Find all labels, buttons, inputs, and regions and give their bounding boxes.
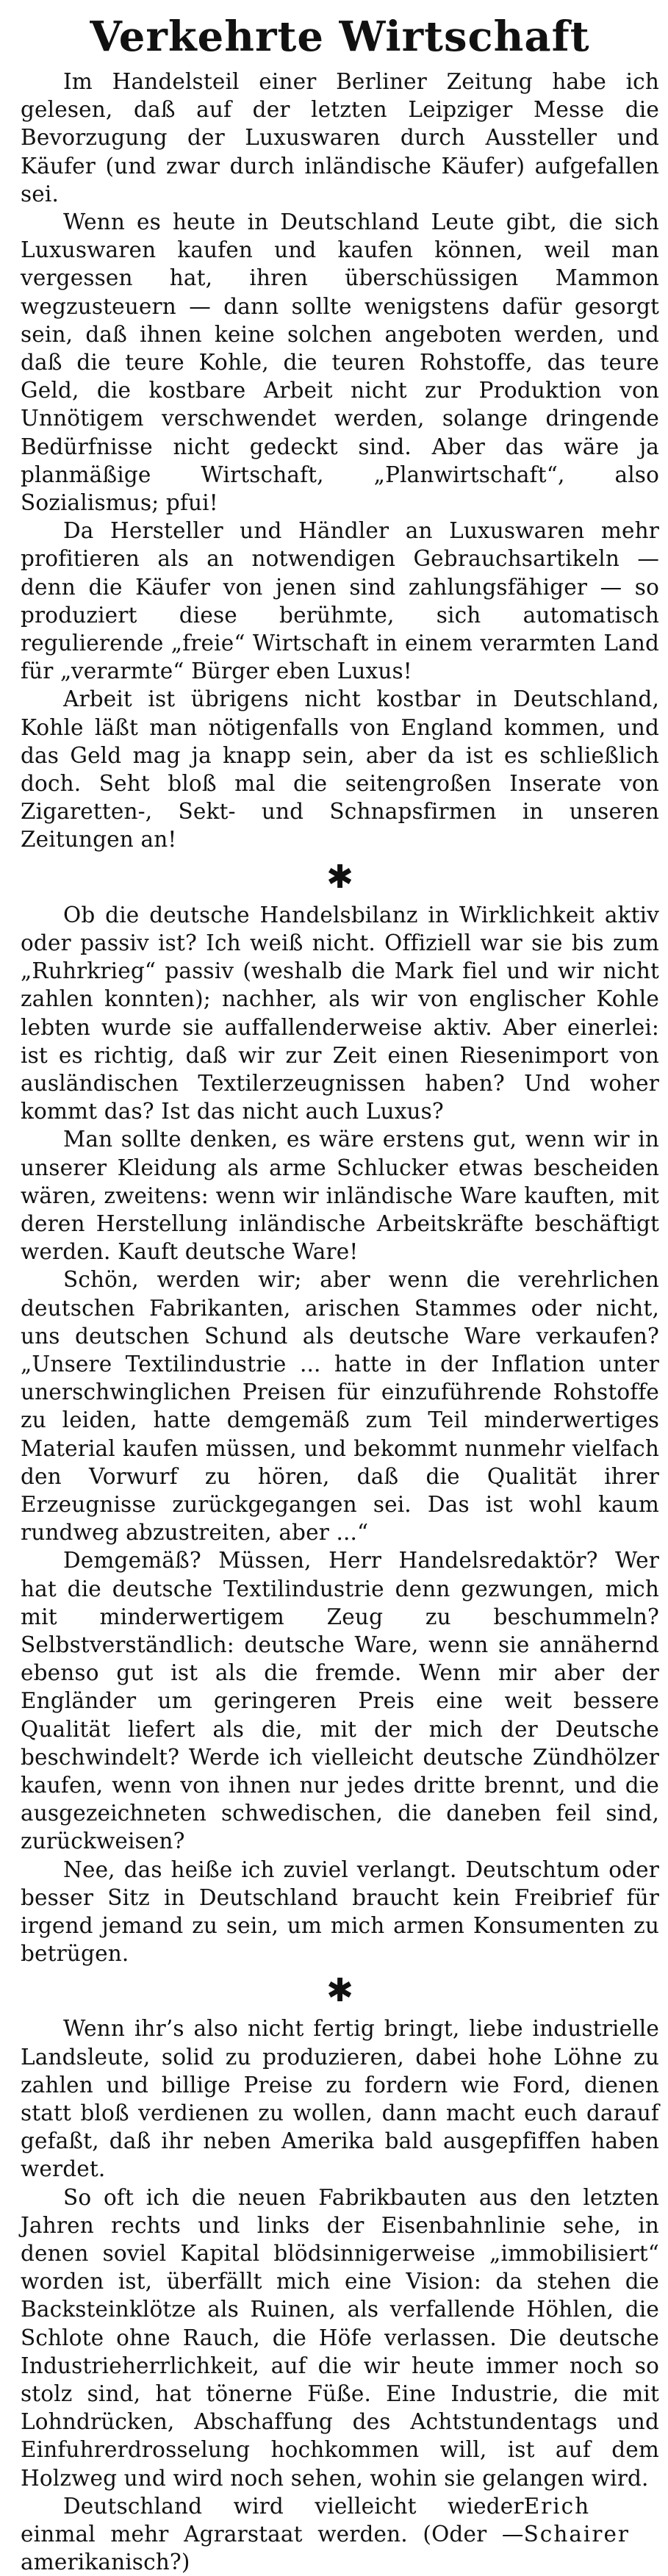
paragraph: Im Handelsteil einer Berliner Zeitung habe ich gelesen, daß auf der letzten Leipziger Messe die Bevorzugung der Luxuswaren durch Aussteller und Käufer (und zwar durch inländische Käufer) aufgefallen sei. (21, 69, 659, 207)
author-byline: Erich Schairer (523, 2493, 631, 2547)
section-separator-star: ✱ (326, 1972, 353, 2010)
closing-line (21, 2492, 659, 2576)
paragraph: Ob die deutsche Handelsbilanz in Wirklichkeit aktiv oder passiv ist? Ich weiß nicht. Offiziell war sie bis zum „Ruhrkrieg“ passiv (weshalb die Mark fiel und wir nicht zahlen konnten); nachher, als wir von englischer Kohle lebten wurde sie auffallenderweise aktiv. Aber einerlei: ist es richtig, daß wir zur Zeit einen Riesenimport von ausländischen Textilerzeugnissen haben? Und woher kommt das? Ist das nicht auch Luxus? (21, 902, 659, 1124)
article-title: Verkehrte Wirtschaft (90, 12, 590, 61)
article-section-3 (21, 2014, 659, 2576)
paragraph: Demgemäß? Müssen, Herr Handelsredaktör? Wer hat die deutsche Textilindustrie denn gezwungen, mich mit minderwertigem Zeug zu beschummeln? Selbstverständlich: deutsche Ware, wenn sie annähernd ebenso gut ist als die fremde. Wenn mir aber der Engländer um geringeren Preis eine weit bessere Qualität liefert als die, mit der mich der Deutsche beschwindelt? Werde ich vielleicht deutsche Zündhölzer kaufen, wenn von ihnen nur jedes dritte brennt, und die ausgezeichneten schwedischen, die daneben feil sind, zurückweisen? (21, 1548, 659, 1854)
paragraph: So oft ich die neuen Fabrikbauten aus den letzten Jahren rechts und links der Eisenbahnlinie sehe, in denen soviel Kapital blödsinnigerweise „immobilisiert“ worden ist, überfällt mich eine Vision: da stehen die Backsteinklötze als Ruinen, als verfallende Höhlen, die Schlote ohne Rauch, die Höfe verlassen. Die deutsche Industrieherrlichkeit, auf die wir heute immer noch so stolz sind, hat tönerne Füße. Eine Industrie, die mit Lohndrücken, Abschaffung des Achtstundentags und Einfuhrerdrosselung hochkommen will, ist auf dem Holzweg und wird noch sehen, wohin sie gelangen wird. (21, 2184, 659, 2491)
paragraph: Arbeit ist übrigens nicht kostbar in Deutschland, Kohle läßt man nötigenfalls von England kommen, und das Geld mag ja knapp sein, aber da ist es schließlich doch. Seht bloß mal die seitengroßen Inserate von Zigaretten-, Sekt- und Schnapsfirmen in unseren Zeitungen an! (21, 686, 659, 853)
paragraph: Man sollte denken, es wäre erstens gut, wenn wir in unserer Kleidung als arme Schlucker etwas bescheiden wären, zweitens: wenn wir inländische Ware kauften, mit deren Herstellung inländische Arbeitskräfte beschäftigt werden. Kauft deutsche Ware! (21, 1127, 659, 1265)
paragraph: Wenn es heute in Deutschland Leute gibt, die sich Luxuswaren kaufen und kaufen können, weil man vergessen hat, ihren überschüssigen Mammon wegzusteuern — dann sollte wenigstens dafür gesorgt sein, daß ihnen keine solchen angeboten werden, und daß die teure Kohle, die teuren Rohstoffe, das teure Geld, die kostbare Arbeit nicht zur Produktion von Unnötigem verschwendet werden, solange dringende Bedürfnisse nicht gedeckt sind. Aber das wäre ja planmäßige Wirtschaft, „Planwirtschaft“, also Sozialismus; pfui! (21, 209, 659, 516)
paragraph: Da Hersteller und Händler an Luxuswaren mehr profitieren als an notwendigen Gebrauchsartikeln — denn die Käufer von jenen sind zahlungsfähiger — so produziert diese berühmte, sich automatisch regulierende „freie“ Wirtschaft in einem verarmten Land für „verarmte“ Bürger eben Luxus! (21, 518, 659, 684)
paragraph: Wenn ihr’s also nicht fertig bringt, liebe industrielle Landsleute, solid zu produzieren, dabei hohe Löhne zu zahlen und billige Preise zu fordern wie Ford, dienen statt bloß verdienen zu wollen, dann macht euch darauf gefaßt, daß ihr neben Amerika bald ausgepfiffen haben werdet. (21, 2016, 659, 2182)
article-section-2 (21, 901, 659, 1968)
paragraph: Schön, werden wir; aber wenn die verehrlichen deutschen Fabrikanten, arischen Stammes oder nicht, uns deutschen Schund als deutsche Ware verkaufen? „Unsere Textilindustrie ... hatte in der Inflation unter unerschwinglichen Preisen für einzuführende Rohstoffe zu leiden, hatte demgemäß zum Teil minderwertiges Material kaufen müssen, und bekommt nunmehr vielfach den Vorwurf zu hören, daß die Qualität ihrer Erzeugnisse zurückgegangen sei. Das ist wohl kaum rundweg abzustreiten, aber ...“ (21, 1267, 659, 1546)
paragraph: Deutschland wird vielleicht wieder einmal mehr Agrarstaat werden. (Oder — amerikanisch?) (21, 2493, 524, 2575)
article-section-1 (21, 68, 659, 854)
paragraph: Nee, das heiße ich zuviel verlangt. Deutschtum oder besser Sitz in Deutschland braucht kein Freibrief für irgend jemand zu sein, um mich armen Konsumenten zu betrügen. (21, 1856, 659, 1967)
section-separator-star: ✱ (326, 858, 353, 896)
